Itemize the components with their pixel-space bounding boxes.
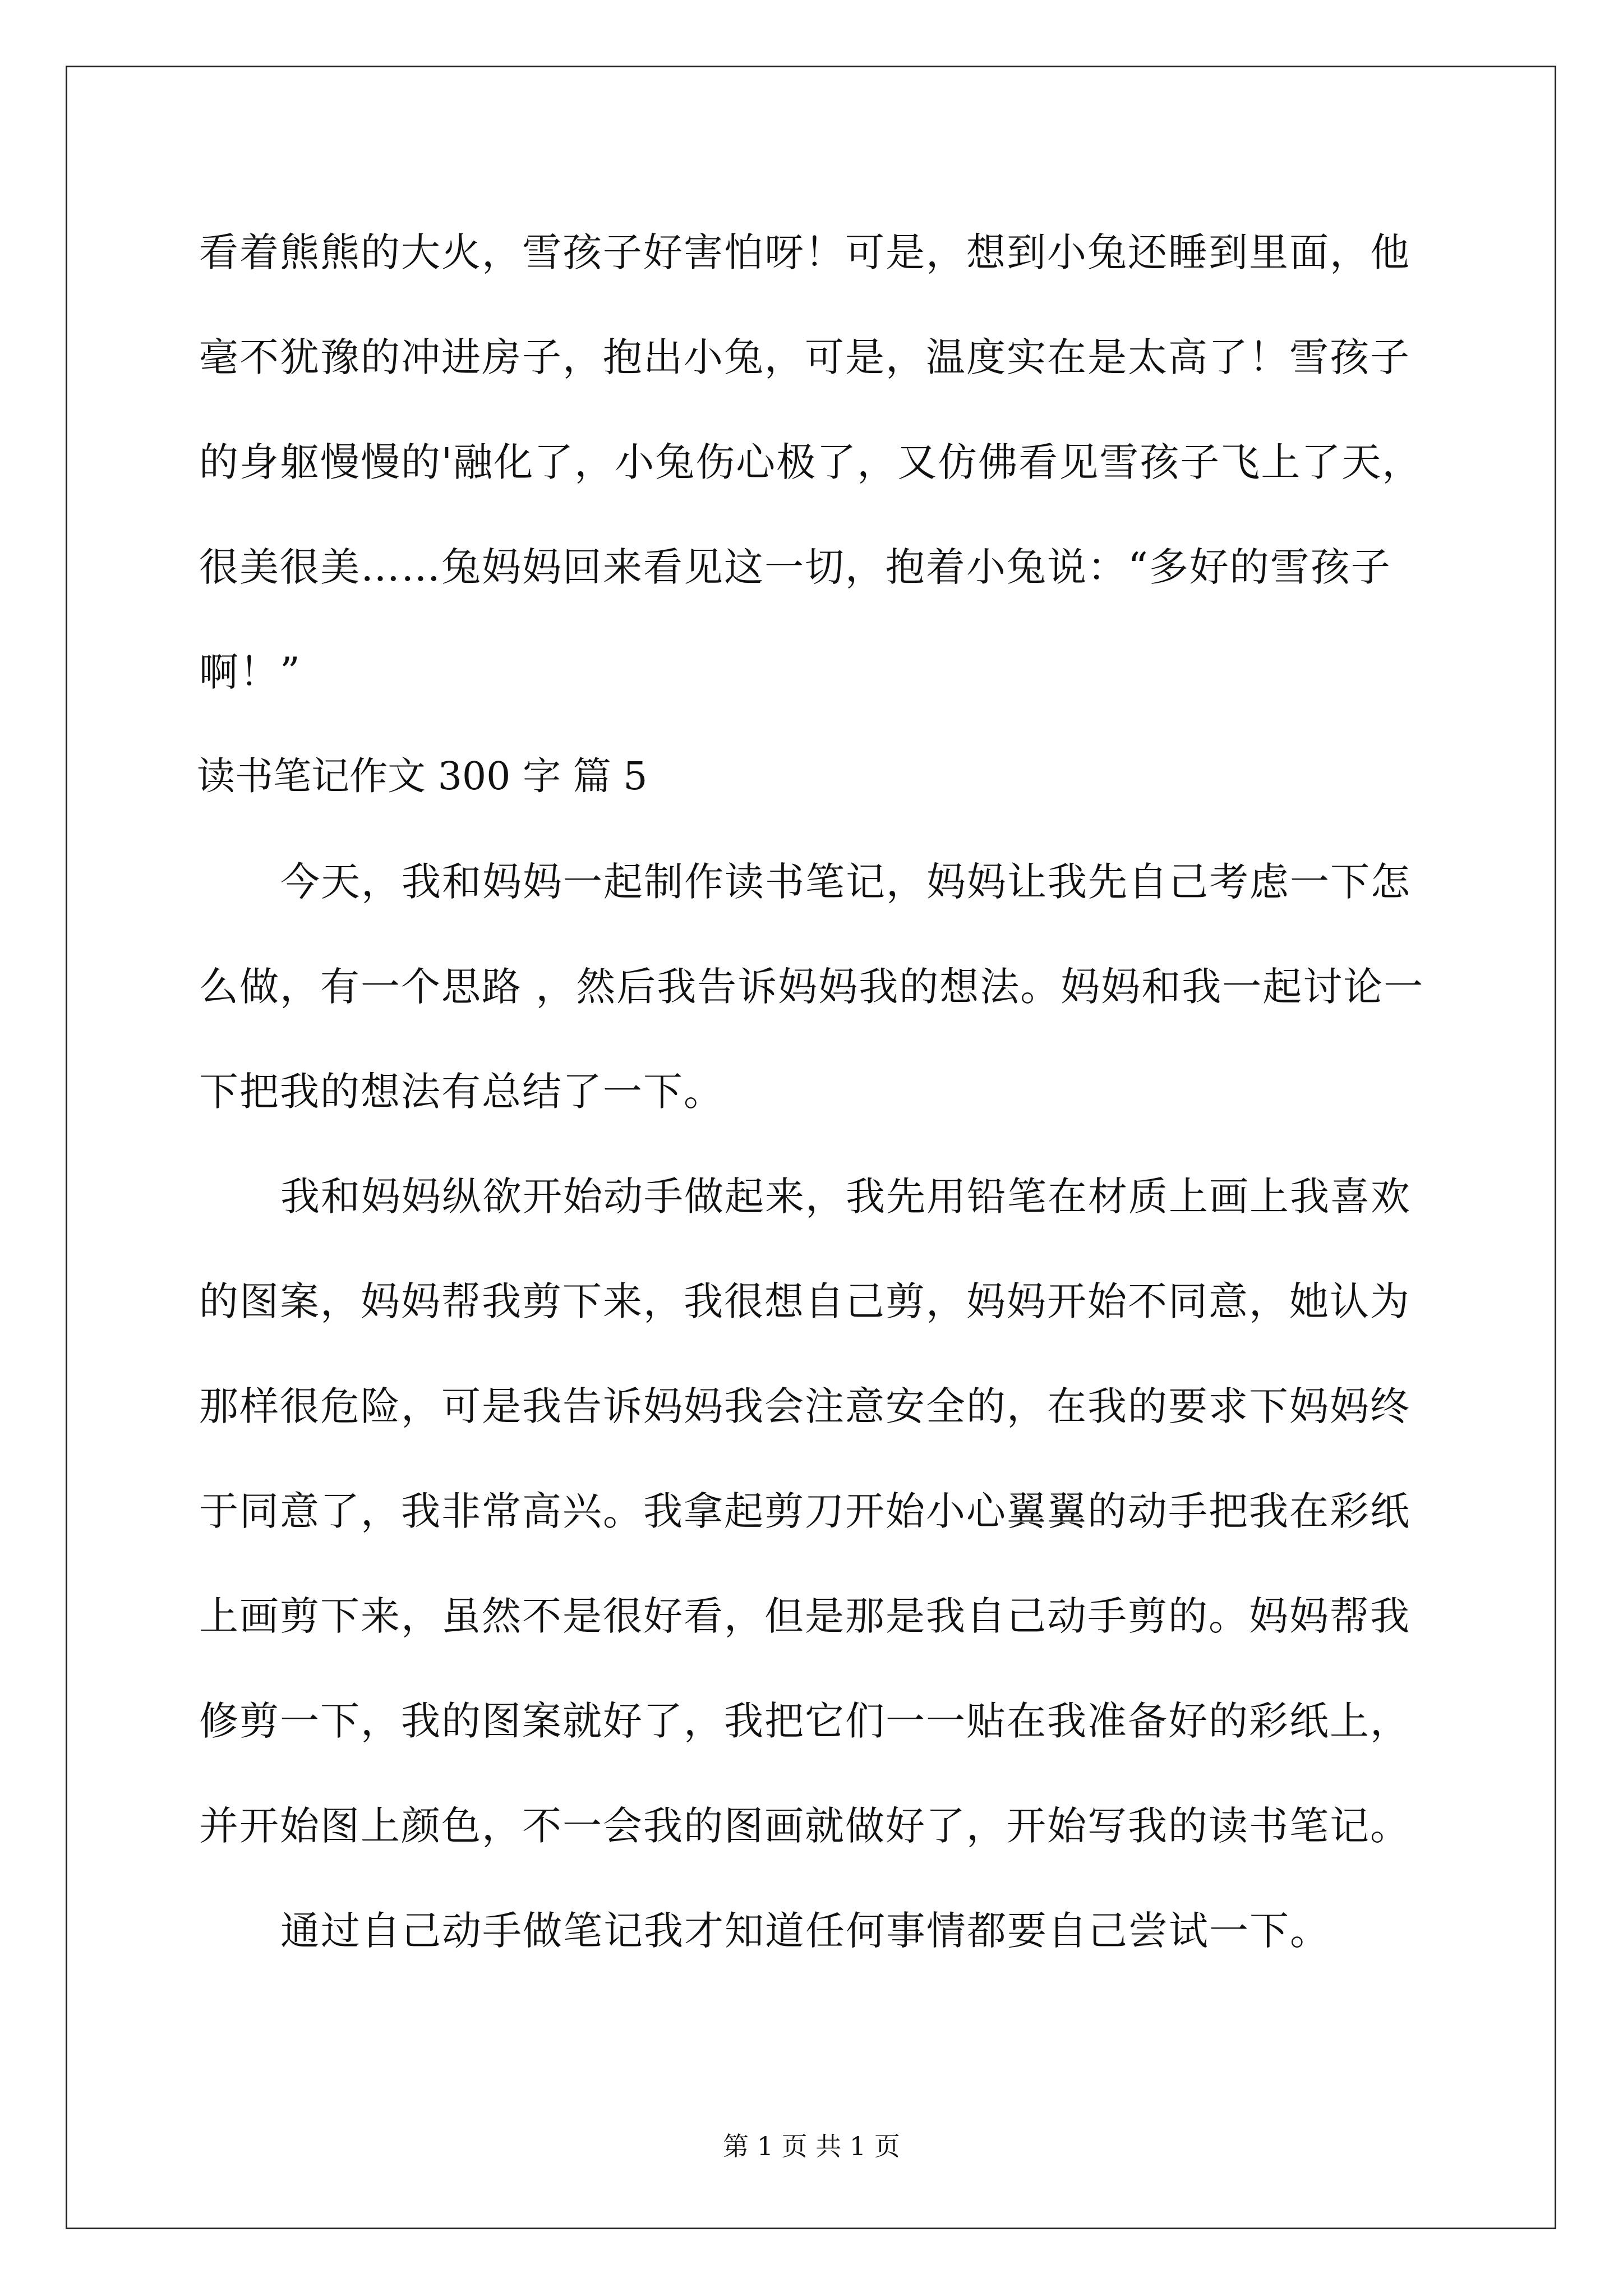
paragraph-line: 么做，有一个思路 ，然后我告诉妈妈我的想法。妈妈和我一起讨论一 [199,964,1424,1010]
paragraph-line: 那样很危险，可是我告诉妈妈我会注意安全的，在我的要求下妈妈终 [199,1383,1410,1429]
text-line: 很美很美……兔妈妈回来看见这一切，抱着小兔说：“多好的雪孩子 [199,544,1391,590]
paragraph-line: 的图案，妈妈帮我剪下来，我很想自己剪，妈妈开始不同意，她认为 [199,1278,1410,1324]
text-line: 毫不犹豫的冲进房子，抱出小兔，可是，温度实在是太高了！雪孩子 [199,334,1410,380]
paragraph-line: 下把我的想法有总结了一下。 [199,1069,724,1115]
paragraph-line: 并开始图上颜色，不一会我的图画就做好了，开始写我的读书笔记。 [199,1803,1410,1849]
document-body [199,210,1433,1994]
text-line: 的身躯慢慢的'融化了，小兔伤心极了，又仿佛看见雪孩子飞上了天， [199,439,1423,485]
paragraph-line: 今天，我和妈妈一起制作读书笔记，妈妈让我先自己考虑一下怎 [280,859,1411,905]
paragraph-line: 我和妈妈纵欲开始动手做起来，我先用铅笔在材质上画上我喜欢 [280,1174,1411,1220]
paragraph-line: 上画剪下来，虽然不是很好看，但是那是我自己动手剪的。妈妈帮我 [199,1593,1410,1639]
text-line: 看着熊熊的大火，雪孩子好害怕呀！可是，想到小兔还睡到里面，他 [199,229,1410,275]
text-line: 啊！” [199,649,301,695]
paragraph-line: 修剪一下，我的图案就好了，我把它们一一贴在我准备好的彩纸上， [199,1698,1410,1744]
paragraph-line: 于同意了，我非常高兴。我拿起剪刀开始小心翼翼的动手把我在彩纸 [199,1488,1410,1534]
page-footer: 第 1 页 共 1 页 [723,2131,900,2161]
section-heading: 读书笔记作文 300 字 篇 5 [197,754,648,799]
paragraph-line: 通过自己动手做笔记我才知道任何事情都要自己尝试一下。 [280,1908,1330,1954]
